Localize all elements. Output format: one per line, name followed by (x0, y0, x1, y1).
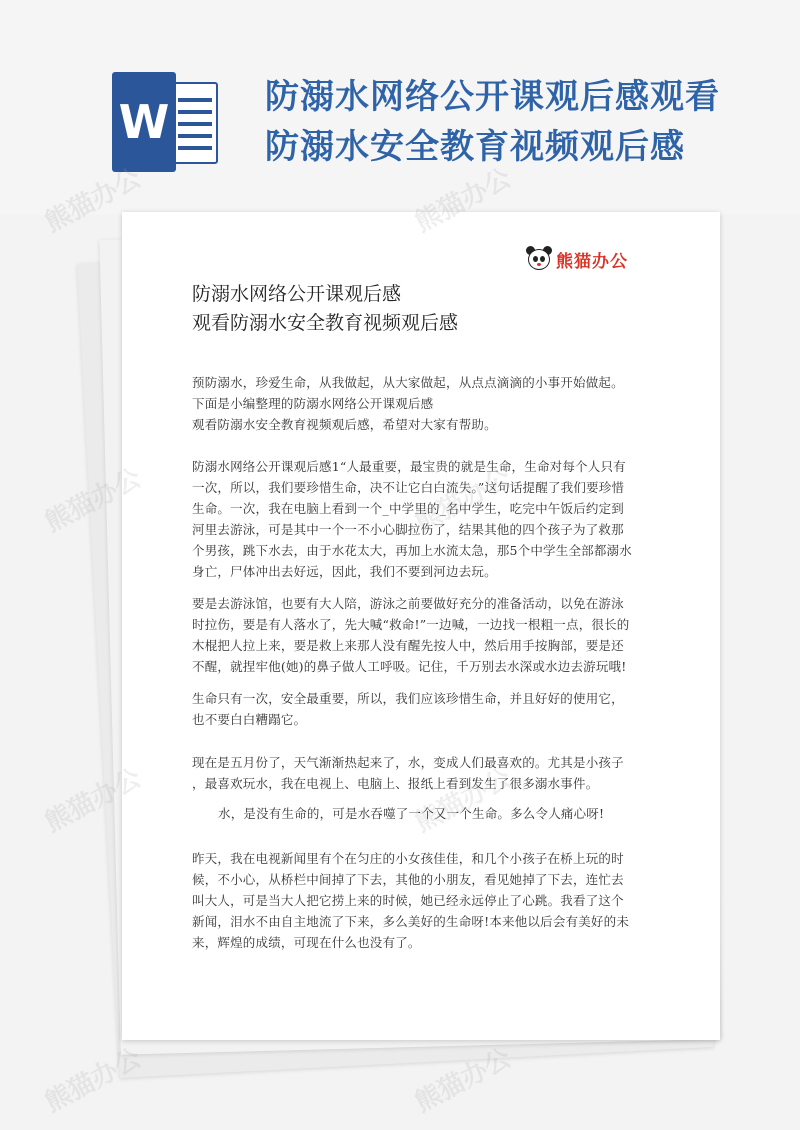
paragraph-line: 预防溺水，珍爱生命，从我做起，从大家做起，从点点滴滴的小事开始做起。 (192, 375, 624, 390)
paragraph-line: 叫大人，可是当大人把它捞上来的时候，她已经永远停止了心跳。我看了这个 (192, 893, 624, 908)
paragraph-line: 河里去游泳，可是其中一个一不小心脚拉伤了，结果其他的四个孩子为了救那 (192, 522, 624, 537)
paragraph-water (218, 803, 658, 824)
paragraph-line: 观看防溺水安全教育视频观后感，希望对大家有帮助。 (192, 417, 497, 432)
watermark: 熊猫办公 (40, 1043, 147, 1119)
panda-icon (526, 246, 552, 272)
document-title (192, 280, 652, 338)
paragraph-line: 一次，所以，我们要珍惜生命，决不让它白白流失。”这句话提醒了我们要珍惜 (192, 480, 625, 495)
banner (0, 0, 800, 215)
paragraph-swimming-advice (192, 593, 632, 677)
brand-logo (526, 244, 628, 274)
paragraph-line: 新闻，泪水不由自主地流了下来，多么美好的生命呀!本来他以后会有美好的未 (192, 914, 630, 929)
document-title-line-1: 防溺水网络公开课观后感 (192, 283, 402, 305)
paragraph-may (192, 752, 632, 794)
banner-title-line-2: 防溺水安全教育视频观后感 (265, 127, 685, 167)
watermark: 熊猫办公 (40, 763, 147, 839)
paragraph-line: ，最喜欢玩水，我在电视上、电脑上、报纸上看到发生了很多溺水事件。 (192, 776, 599, 791)
paragraph-intro (192, 372, 632, 435)
paragraph-line: 木棍把人拉上来，要是救上来那人没有醒先按人中，然后用手按胸部，要是还 (192, 638, 624, 653)
paragraph-line: 来，辉煌的成绩，可现在什么也没有了。 (192, 935, 421, 950)
banner-title (265, 72, 785, 172)
paragraph-line: 个男孩，跳下水去，由于水花太大，再加上水流太急，那5个中学生全部都溺水 (192, 543, 632, 558)
banner-title-line-1: 防溺水网络公开课观后感观看 (265, 77, 720, 117)
document-title-line-2: 观看防溺水安全教育视频观后感 (192, 312, 459, 334)
word-w-logo: W (112, 72, 176, 172)
brand-text: 熊猫办公 (556, 251, 628, 272)
paragraph-line: 身亡，尸体冲出去好远，因此，我们不要到河边去玩。 (192, 564, 497, 579)
paragraph-line: 下面是小编整理的防溺水网络公开课观后感 (192, 396, 434, 411)
paragraph-line: 候，不小心，从桥栏中间掉了下去，其他的小朋友，看见她掉了下去，连忙去 (192, 872, 624, 887)
paragraph-news (192, 848, 632, 953)
paragraph-story (192, 456, 632, 582)
paragraph-line: 防溺水网络公开课观后感1“人最重要，最宝贵的就是生命，生命对每个人只有 (192, 459, 626, 474)
word-document-icon (112, 72, 222, 172)
paragraph-line: 生命只有一次，安全最重要，所以，我们应该珍惜生命，并且好好的使用它， (192, 691, 624, 706)
paragraph-line: 生命。一次，我在电脑上看到一个_中学里的_名中学生，吃完中午饭后约定到 (192, 501, 625, 516)
paragraph-line: 也不要白白糟蹋它。 (192, 712, 307, 727)
paragraph-line: 昨天，我在电视新闻里有个在匀庄的小女孩佳佳，和几个小孩子在桥上玩的时 (192, 851, 624, 866)
paragraph-line: 现在是五月份了，天气渐渐热起来了，水，变成人们最喜欢的。尤其是小孩子 (192, 755, 624, 770)
paragraph-line: 水，是没有生命的，可是水吞噬了一个又一个生命。多么令人痛心呀! (218, 806, 605, 821)
watermark: 熊猫办公 (410, 1043, 517, 1119)
paragraph-life-once (192, 688, 632, 730)
paragraph-line: 时拉伤，要是有人落水了，先大喊“救命!”一边喊，一边找一根粗一点，很长的 (192, 617, 630, 632)
paragraph-line: 要是去游泳馆，也要有大人陪，游泳之前要做好充分的准备活动，以免在游泳 (192, 596, 624, 611)
document-page (122, 212, 720, 1040)
paragraph-line: 不醒，就捏牢他(她)的鼻子做人工呼吸。记住，千万别去水深或水边去游玩哦! (192, 659, 627, 674)
